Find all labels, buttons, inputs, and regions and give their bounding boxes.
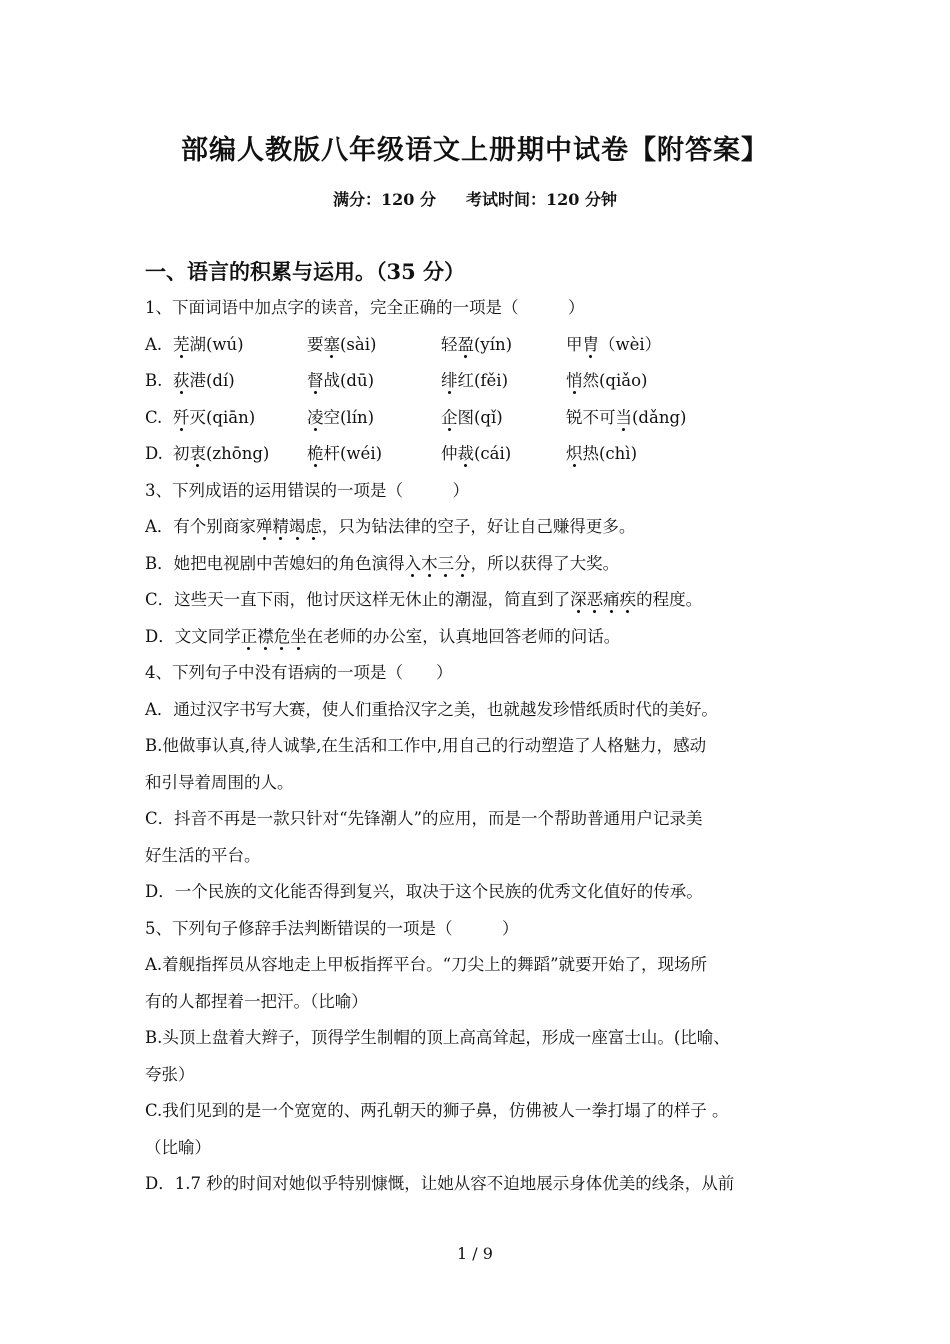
option-label: D. [145,444,163,463]
option-word: 锐不可当(dǎng) [566,407,687,427]
exam-time: 考试时间：120 分钟 [466,190,617,209]
full-score: 满分：120 分 [333,190,436,209]
option-word: 企图(qǐ) [441,407,503,427]
q5-option-a-cont: 有的人都捏着一把汗。（比喻） [145,991,368,1011]
emphasis-dot-char: 企 [441,407,458,427]
q4-option-b-cont: 和引导着周围的人。 [145,772,294,792]
emphasis-dot-char: 炽 [566,444,583,463]
option-word: 要塞(sài) [307,334,377,354]
q3-stem: 3、下列成语的运用错误的一项是（ ） [145,480,469,500]
emphasis-dot-char: 塞 [323,334,340,354]
option-word: 甲胄（wèi） [566,334,662,354]
option-word: 初衷(zhōng) [173,444,270,463]
q1-option-row [145,400,810,437]
emphasis-dot-char: 凌 [307,407,324,427]
option-label: A. [145,334,163,354]
option-word: 督战(dū) [307,371,375,390]
q5-option-a: A.着舰指挥员从容地走上甲板指挥平台。“刀尖上的舞蹈”就要开始了，现场所 [145,955,708,974]
q4-option-c: C．抖音不再是一款只针对“先锋潮人”的应用，而是一个帮助普通用户记录美 [145,809,703,828]
q1-option-row [145,327,810,364]
q3-option-a: A．有个别商家殚精竭虑，只为钻法律的空子，好让自己赚得更多。 [145,517,636,536]
q5-option-b: B.头顶上盘着大辫子，顶得学生制帽的顶上高高耸起，形成一座富士山。(比喻、 [145,1028,730,1047]
option-label: C. [145,407,163,427]
page-title: 部编人教版八年级语文上册期中试卷【附答案】 [181,135,769,166]
emphasis-dots: 殚精竭虑 [255,517,322,536]
q3-option-b: B．她把电视剧中苦媳妇的角色演得入木三分，所以获得了大奖。 [145,553,620,573]
q5-option-c-cont: （比喻） [145,1137,211,1157]
q1-option-row [145,363,810,400]
q5-stem: 5、下列句子修辞手法判断错误的一项是（ ） [145,918,519,938]
q4-option-d: D．一个民族的文化能否得到复兴，取决于这个民族的优秀文化值好的传承。 [145,882,703,901]
q5-option-c: C.我们见到的是一个宽宽的、两孔朝天的狮子鼻，仿佛被人一拳打塌了的样子 。 [145,1101,729,1120]
emphasis-dot-char: 歼 [173,407,190,427]
emphasis-dot-char: 荻 [173,371,190,390]
emphasis-dot-char: 盈 [457,334,474,354]
emphasis-dot-char: 绯 [441,371,458,390]
option-word: 桅杆(wéi) [307,444,383,463]
section-heading: 一、语言的积累与运用。（35 分） [145,259,466,284]
q4-option-b: B.他做事认真,待人诚挚,在生活和工作中,用自己的行动塑造了人格魅力，感动 [145,736,707,755]
option-word: 轻盈(yín) [441,334,513,354]
page-number: 1 / 9 [457,1244,493,1263]
emphasis-dots: 深恶痛疾 [570,590,637,609]
option-word: 绯红(fěi) [441,371,509,390]
emphasis-dots: 入木三分 [404,553,471,573]
emphasis-dot-char: 衷 [189,444,206,463]
emphasis-dot-char: 悄 [566,371,583,390]
emphasis-dots: 正襟危坐 [240,626,307,646]
option-word: 凌空(lín) [307,407,375,427]
q3-option-d: D．文文同学正襟危坐在老师的办公室，认真地回答老师的问话。 [145,626,621,646]
emphasis-dot-char: 芜 [173,334,190,354]
option-label: B. [145,371,163,390]
q1-stem: 1、下面词语中加点字的读音，完全正确的一项是（ ） [145,298,585,317]
q1-options [145,327,810,473]
option-word: 悄然(qiǎo) [566,371,648,390]
option-word: 炽热(chì) [566,444,638,463]
option-word: 仲裁(cái) [441,444,512,463]
q4-stem: 4、下列句子中没有语病的一项是（ ） [145,663,453,682]
emphasis-dot-char: 当 [615,407,632,427]
q5-option-d: D．1.7 秒的时间对她似乎特别慷慨，让她从容不迫地展示身体优美的线条，从前 [145,1174,735,1193]
emphasis-dot-char: 督 [307,371,324,390]
q3-option-c: C．这些天一直下雨，他讨厌这样无休止的潮湿，简直到了深恶痛疾的程度。 [145,590,703,609]
q4-option-c-cont: 好生活的平台。 [145,845,261,865]
emphasis-dot-char: 胄 [582,334,599,354]
q5-option-b-cont: 夸张） [145,1064,195,1084]
questions [145,290,810,1203]
option-word: 荻港(dí) [173,371,235,390]
emphasis-dot-char: 裁 [457,444,474,463]
exam-info [0,187,950,210]
q4-option-a: A．通过汉字书写大赛，使人们重拾汉字之美，也就越发珍惜纸质时代的美好。 [145,699,718,719]
option-word: 芜湖(wú) [173,334,244,354]
q1-option-row [145,436,810,473]
emphasis-dot-char: 桅 [307,444,324,463]
option-word: 歼灭(qiān) [173,407,256,427]
